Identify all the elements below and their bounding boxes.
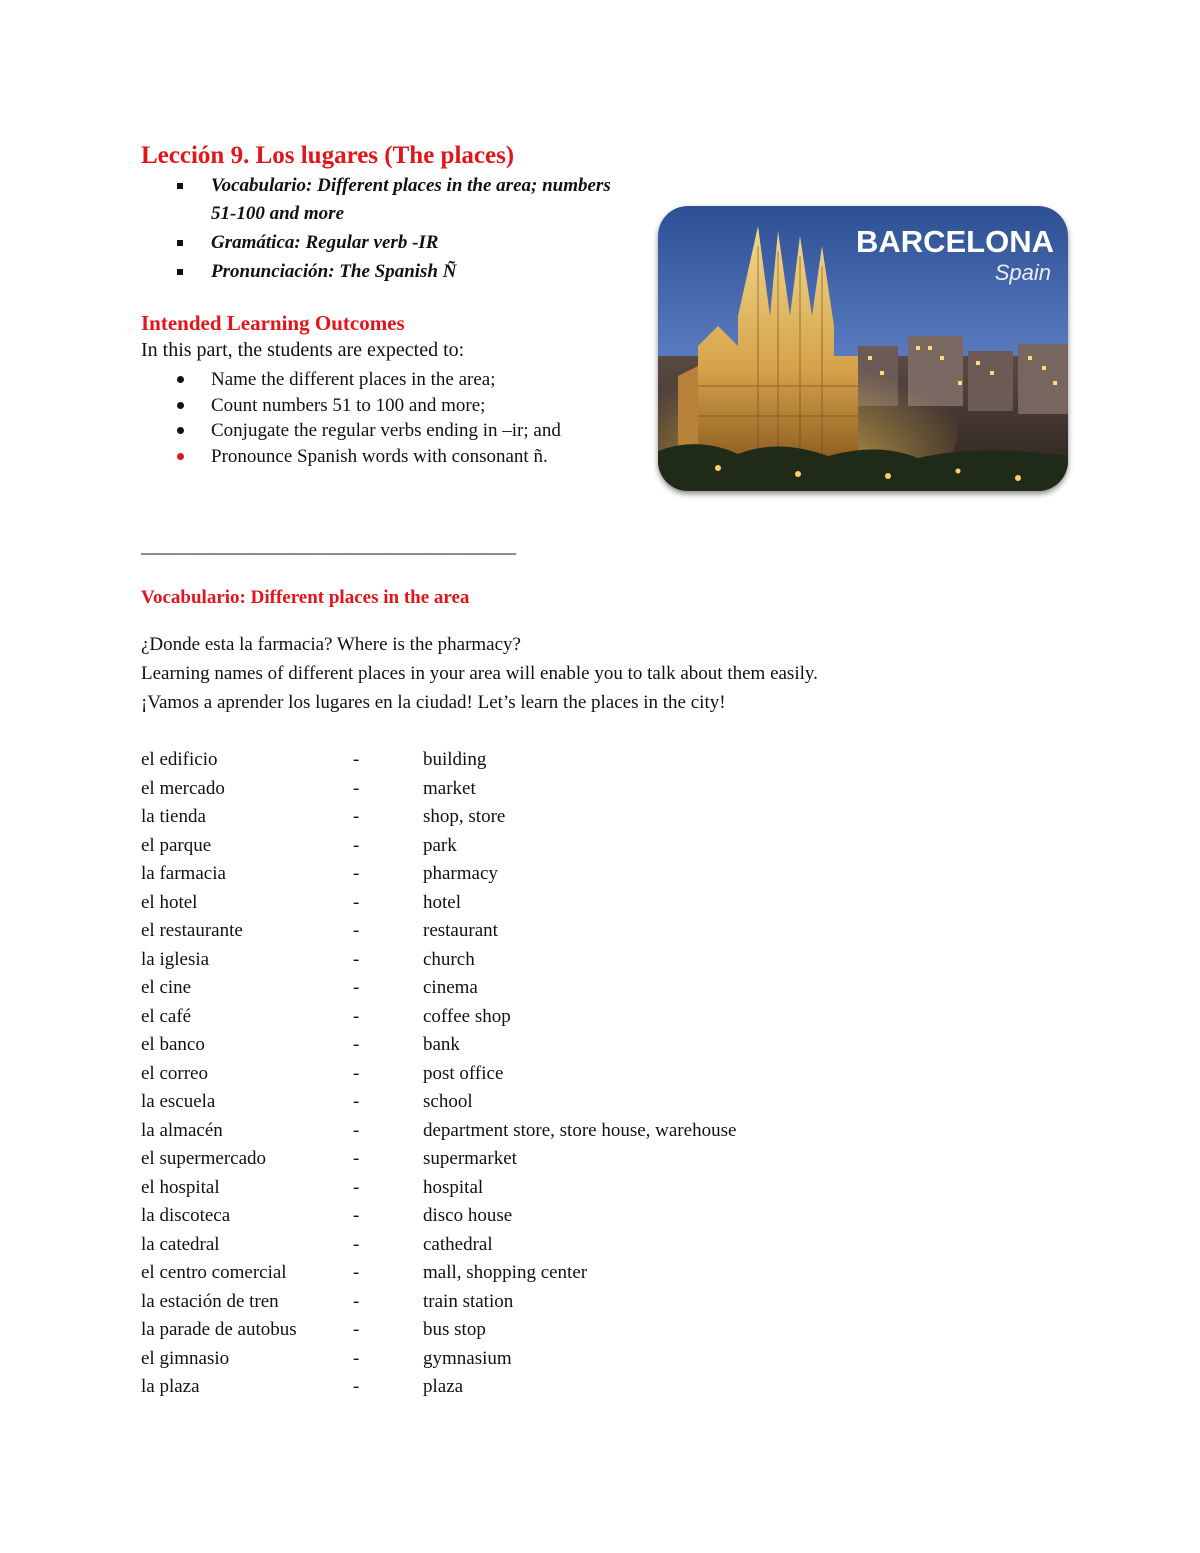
outcome-item: Conjugate the regular verbs ending in –ir; and: [177, 418, 617, 444]
vocab-separator: -: [353, 777, 360, 799]
vocab-english: bus stop: [423, 1319, 486, 1340]
vocab-spanish: el gimnasio: [141, 1347, 230, 1369]
vocab-separator: -: [353, 834, 360, 856]
vocab-spanish: la plaza: [141, 1376, 200, 1397]
outcomes-intro: In this part, the students are expected to:: [141, 339, 465, 361]
topic-list: [177, 172, 617, 287]
vocab-separator: -: [353, 920, 360, 941]
vocab-separator: -: [353, 1034, 360, 1055]
vocab-spanish: el correo: [141, 1062, 208, 1084]
vocab-english: supermarket: [423, 1148, 517, 1169]
vocab-spanish: el restaurante: [141, 920, 243, 941]
outcomes-list: [177, 367, 617, 469]
section-divider: ____________________________________________: [141, 536, 515, 557]
vocab-english: hotel: [423, 891, 461, 913]
outcome-item: Pronounce Spanish words with consonant ñ.: [177, 444, 617, 470]
vocab-spanish: la catedral: [141, 1233, 220, 1255]
vocab-separator: -: [353, 1347, 360, 1369]
vocab-separator: -: [353, 1376, 360, 1397]
vocab-separator: -: [353, 1319, 360, 1340]
topic-item: Vocabulario: Different places in the area; numbers 51-100 and more: [177, 172, 617, 228]
vocab-english: mall, shopping center: [423, 1262, 588, 1283]
vocab-spanish: el hotel: [141, 891, 198, 913]
vocab-spanish: la almacén: [141, 1119, 223, 1141]
vocab-separator: -: [353, 806, 360, 827]
vocab-english: park: [423, 834, 457, 856]
square-bullet-icon: [177, 183, 183, 189]
vocab-english: disco house: [423, 1205, 513, 1226]
vocab-spanish: la estación de tren: [141, 1290, 279, 1312]
vocab-english: coffee shop: [423, 1005, 511, 1027]
vocab-separator: -: [353, 1262, 360, 1283]
page-title: Lección 9. Los lugares (The places): [141, 142, 515, 169]
topic-item: Gramática: Regular verb -IR: [177, 229, 617, 257]
caption-city: BARCELONA: [855, 224, 1054, 259]
vocab-separator: -: [353, 1205, 360, 1226]
vocab-english: cinema: [423, 977, 478, 998]
vocab-separator: -: [353, 863, 360, 884]
vocab-intro-line: ¡Vamos a aprender los lugares en la ciudad! Let’s learn the places in the city!: [141, 692, 726, 713]
vocab-spanish: la discoteca: [141, 1205, 231, 1226]
vocab-separator: -: [353, 1176, 360, 1198]
square-bullet-icon: [177, 240, 183, 246]
outcome-item: Name the different places in the area;: [177, 367, 617, 393]
vocab-intro-line: ¿Donde esta la farmacia? Where is the pharmacy?: [141, 634, 521, 655]
vocab-english: market: [423, 777, 476, 799]
vocab-separator: -: [353, 1119, 360, 1141]
vocab-english: school: [423, 1091, 473, 1112]
bullet-icon: [177, 453, 184, 460]
vocab-separator: -: [353, 1290, 360, 1312]
vocab-heading: Vocabulario: Different places in the area: [141, 587, 470, 608]
vocab-english: pharmacy: [423, 863, 498, 884]
vocab-spanish: el cine: [141, 977, 192, 998]
vocab-spanish: la parade de autobus: [141, 1319, 297, 1340]
vocab-english: gymnasium: [423, 1347, 512, 1369]
vocab-spanish: el hospital: [141, 1176, 220, 1198]
vocab-separator: -: [353, 977, 360, 998]
vocab-english: department store, store house, warehouse: [423, 1119, 737, 1141]
barcelona-sagrada-familia-photo: [658, 206, 1068, 491]
caption-country: Spain: [994, 260, 1051, 285]
outcomes-heading: Intended Learning Outcomes: [141, 311, 405, 335]
vocab-english: post office: [423, 1062, 504, 1084]
vocab-spanish: el centro comercial: [141, 1262, 287, 1283]
square-bullet-icon: [177, 269, 183, 275]
vocab-spanish: el edificio: [141, 749, 218, 770]
vocab-english: hospital: [423, 1176, 484, 1198]
vocab-spanish: el supermercado: [141, 1148, 267, 1169]
vocab-spanish: el café: [141, 1005, 192, 1027]
vocab-spanish: la tienda: [141, 806, 206, 827]
vocab-separator: -: [353, 1005, 360, 1027]
vocab-english: church: [423, 948, 475, 970]
vocab-english: restaurant: [423, 920, 498, 941]
vocab-spanish: el mercado: [141, 777, 225, 799]
vocab-spanish: el banco: [141, 1034, 205, 1055]
vocab-separator: -: [353, 1233, 360, 1255]
bullet-icon: [177, 402, 184, 409]
vocab-spanish: la escuela: [141, 1091, 216, 1112]
bullet-icon: [177, 376, 184, 383]
vocab-separator: -: [353, 1062, 360, 1084]
vocab-english: shop, store: [423, 806, 506, 827]
vocab-separator: -: [353, 948, 360, 970]
topic-item: Pronunciación: The Spanish Ñ: [177, 258, 617, 286]
outcome-item: Count numbers 51 to 100 and more;: [177, 393, 617, 419]
vocab-english: bank: [423, 1034, 460, 1055]
vocab-separator: -: [353, 891, 360, 913]
vocab-english: cathedral: [423, 1233, 493, 1255]
vocab-spanish: el parque: [141, 834, 212, 856]
vocab-spanish: la farmacia: [141, 863, 226, 884]
vocab-separator: -: [353, 1091, 360, 1112]
vocab-english: train station: [423, 1290, 514, 1312]
vocab-english: plaza: [423, 1376, 464, 1397]
vocab-intro-line: Learning names of different places in your area will enable you to talk about them easily.: [141, 663, 818, 684]
vocab-english: building: [423, 749, 487, 770]
vocab-separator: -: [353, 749, 360, 770]
bullet-icon: [177, 427, 184, 434]
vocab-spanish: la iglesia: [141, 948, 210, 970]
vocab-separator: -: [353, 1148, 360, 1169]
